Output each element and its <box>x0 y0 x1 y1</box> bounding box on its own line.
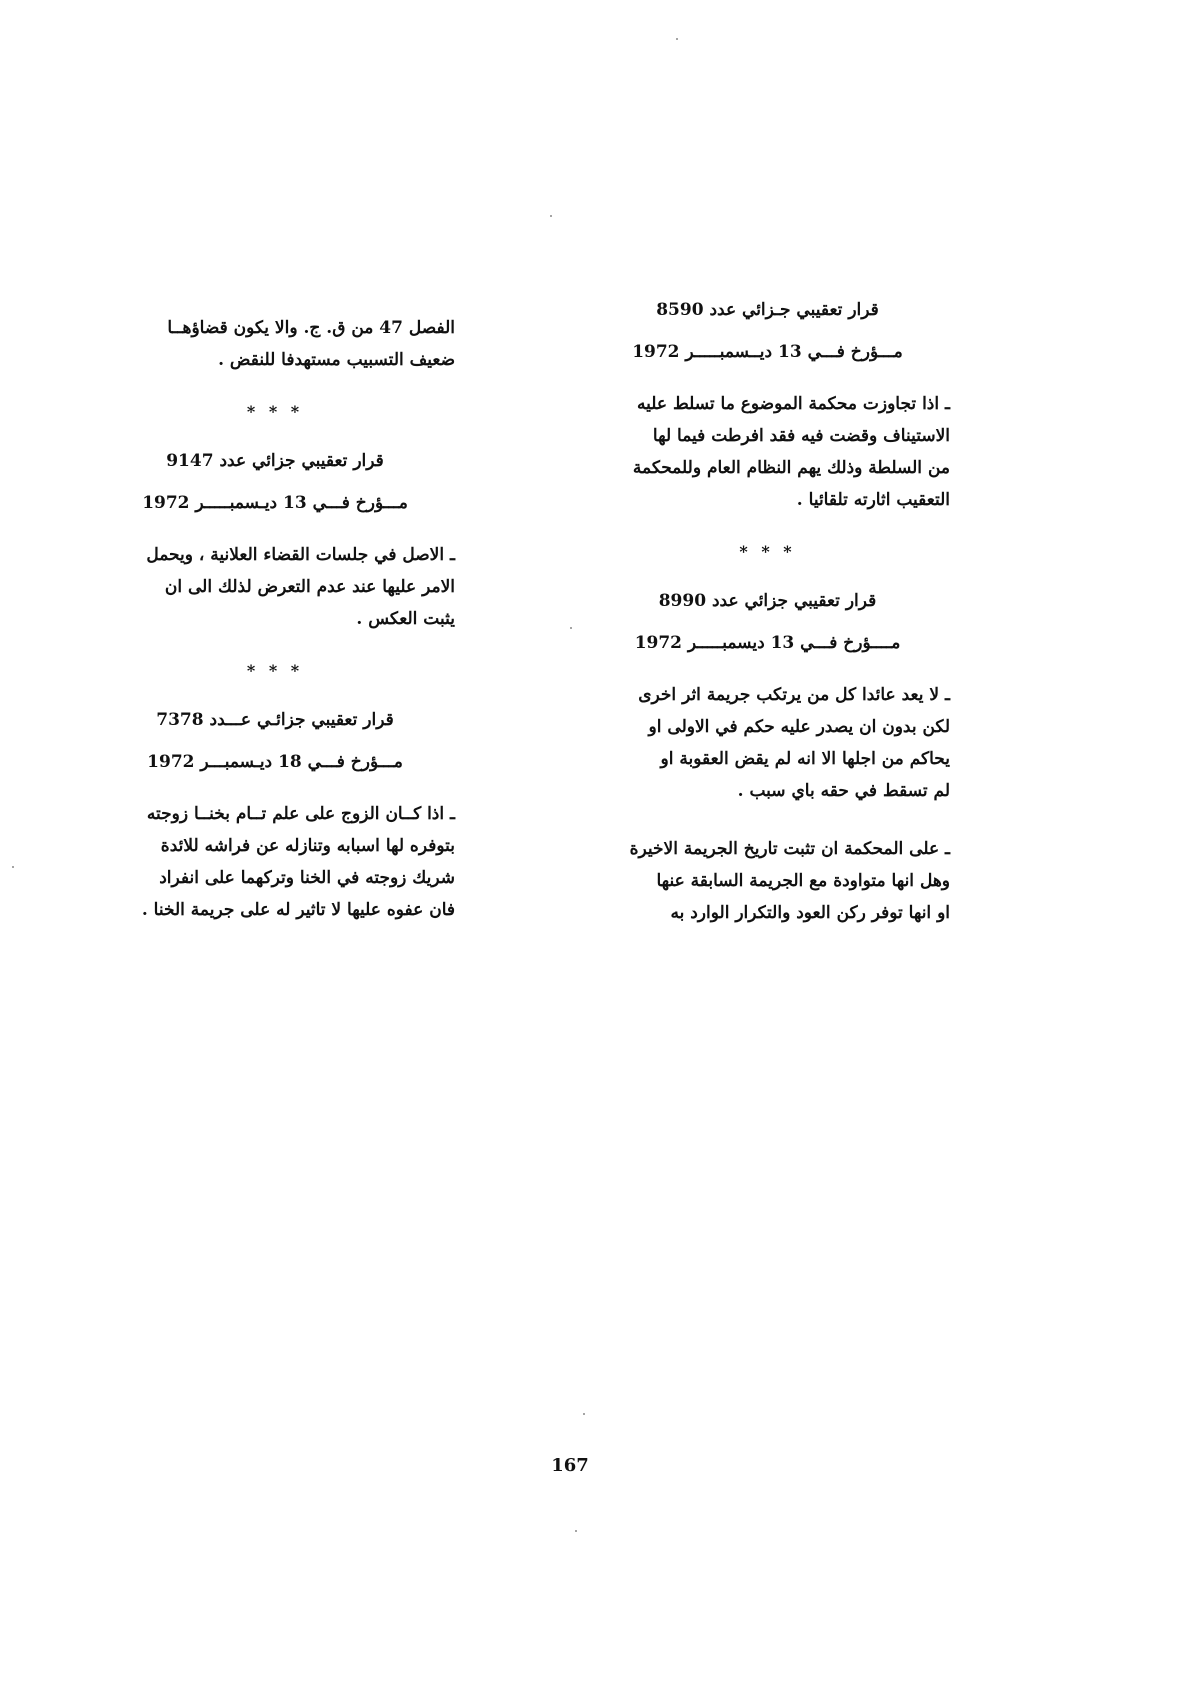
paragraph-line: التعقيب اثارته تلقائيا . <box>796 490 950 510</box>
decision-heading: قرار تعقيبي جزائي عدد 9147 <box>166 451 384 471</box>
section-separator: * * * <box>739 542 796 561</box>
decision-date: مـــؤرخ فـــي 13 ديـسمبـــــر 1972 <box>142 493 408 513</box>
decision-paragraph <box>585 833 950 929</box>
section-separator: * * * <box>246 661 304 680</box>
paragraph-line: فان عفوه عليها لا تاثير له على جريمة الخنا . <box>141 900 455 920</box>
decision-paragraph <box>585 679 950 807</box>
decision-paragraph <box>95 798 455 926</box>
decision-heading: قرار تعقيبي جـزائي عدد 8590 <box>656 300 879 320</box>
page-number: 167 <box>551 1455 589 1476</box>
decision-paragraph <box>585 388 950 516</box>
paragraph-line: ـ اذا تجاوزت محكمة الموضوع ما تسلط عليه <box>637 394 950 414</box>
paragraph-line: يحاكم من اجلها الا انه لم يقض العقوبة او <box>660 749 950 769</box>
paragraph-line: وهل انها متواودة مع الجريمة السابقة عنها <box>656 871 950 891</box>
decision-date: مـــؤرخ فـــي 18 ديـسمبـــر 1972 <box>147 752 403 772</box>
paragraph-line: الفصل 47 من ق. ج. والا يكون قضاؤهــا <box>167 318 455 338</box>
paragraph-line: ـ اذا كــان الزوج على علم تــام بخنــا زوجته <box>146 804 455 824</box>
paragraph-line: يثبت العكس . <box>356 609 455 629</box>
paragraph-line: من السلطة وذلك يهم النظام العام وللمحكمة <box>632 458 950 478</box>
paragraph-line: ـ لا يعد عائدا كل من يرتكب جريمة اثر اخرى <box>638 685 950 705</box>
paragraph-line: بتوفره لها اسبابه وتنازله عن فراشه للائدة <box>160 836 455 856</box>
right-column <box>585 300 950 929</box>
decision-paragraph <box>95 539 455 635</box>
section-separator: * * * <box>246 402 304 421</box>
continuation-paragraph <box>95 312 455 376</box>
decision-heading: قرار تعقيبي جزائـي عـــدد 7378 <box>156 710 394 730</box>
paragraph-line: او انها توفر ركن العود والتكرار الوارد به <box>670 903 950 923</box>
decision-date: مـــؤرخ فـــي 13 ديــسمبـــــر 1972 <box>632 342 903 362</box>
decision-date: مــــؤرخ فـــي 13 ديسمبـــــر 1972 <box>634 633 901 653</box>
paragraph-line: الامر عليها عند عدم التعرض لذلك الى ان <box>164 577 455 597</box>
paragraph-line: شريك زوجته في الخنا وتركهما على انفراد <box>159 868 455 888</box>
paragraph-line: لكن بدون ان يصدر عليه حكم في الاولى او <box>648 717 950 737</box>
paragraph-line: لم تسقط في حقه باي سبب . <box>737 781 950 801</box>
decision-heading: قرار تعقيبي جزائي عدد 8990 <box>658 591 877 611</box>
scan-speck <box>12 866 14 868</box>
scan-speck <box>570 627 572 629</box>
paragraph-line: ضعيف التسبيب مستهدفا للنقض . <box>218 350 455 370</box>
paragraph-line: ـ الاصل في جلسات القضاء العلانية ، ويحمل <box>146 545 455 565</box>
paragraph-line: الاستيناف وقضت فيه فقد افرطت فيما لها <box>652 426 950 446</box>
paragraph-line: ـ على المحكمة ان تثبت تاريخ الجريمة الاخيرة <box>629 839 950 859</box>
scan-speck <box>575 1530 577 1532</box>
scan-speck <box>583 1413 585 1415</box>
scan-speck <box>676 38 678 40</box>
scan-speck <box>550 215 552 217</box>
left-column <box>95 312 455 926</box>
